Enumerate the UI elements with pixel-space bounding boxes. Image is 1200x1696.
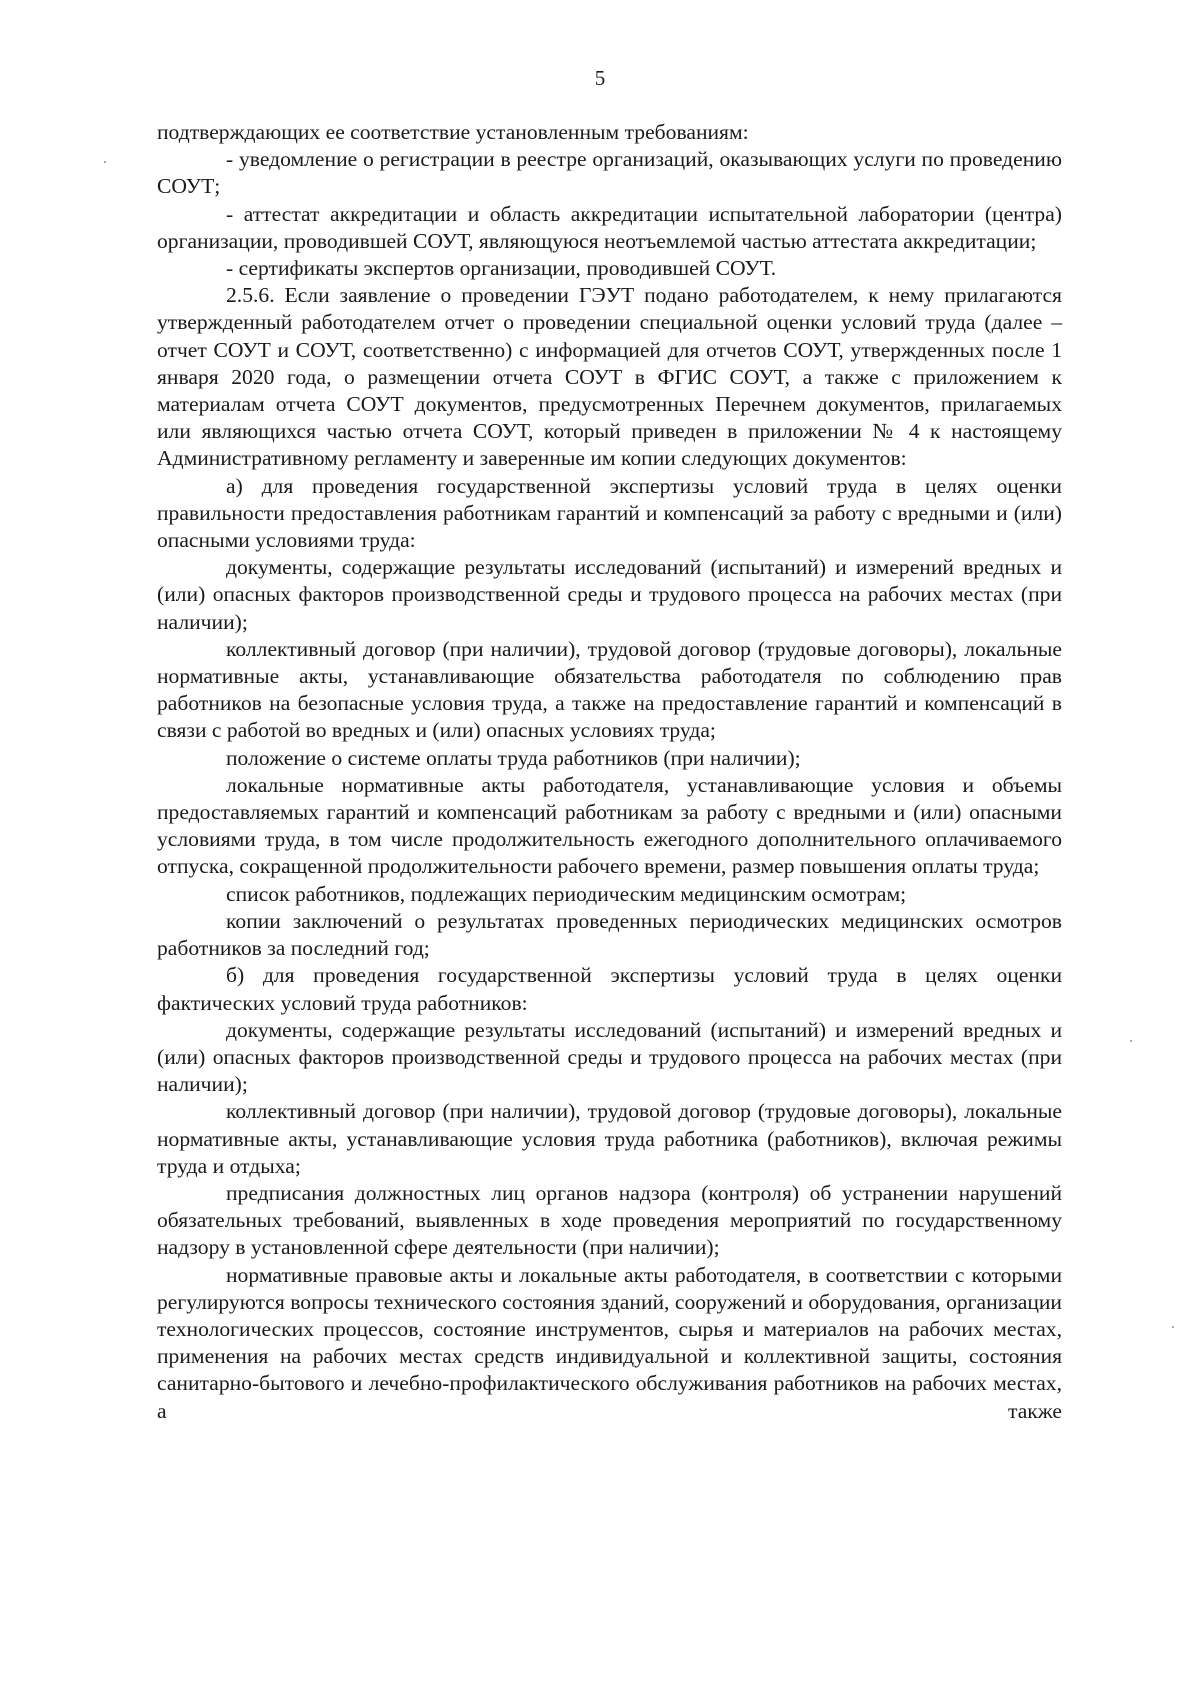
paragraph: предписания должностных лиц органов надзора (контроля) об устранении нарушений обязательных требований, выявленных в ходе проведения мероприятий по государственному надзору в установленной сфере деятельности (при наличии); (157, 1180, 1062, 1260)
paragraph: документы, содержащие результаты исследований (испытаний) и измерений вредных и (или) опасных факторов производственной среды и трудового процесса на рабочих местах (при наличии); (157, 555, 1062, 634)
scan-speck (1130, 1040, 1132, 1042)
paragraph: копии заключений о результатах проведенных периодических медицинских осмотров работников за последний год; (157, 908, 1062, 961)
paragraph: а) для проведения государственной экспертизы условий труда в целях оценки правильности предоставления работникам гарантий и компенсаций за работу с вредными и (или) опасными условиями труда: (157, 473, 1062, 553)
scan-speck (1172, 1326, 1174, 1328)
paragraph: положение о системе оплаты труда работников (при наличии); (226, 745, 801, 770)
paragraph: 2.5.6. Если заявление о проведении ГЭУТ подано работодателем, к нему прилагаются утвержденный работодателем отчет о проведении специальной оценки условий труда (далее – отчет СОУТ и СОУТ, соответственно) с информацией для отчетов СОУТ, утвержденных после 1 января 2020 года, о размещении отчета СОУТ в ФГИС СОУТ, а также с приложением к материалам отчета СОУТ документов, предусмотренных Перечнем документов, прилагаемых или являющихся частью отчета СОУТ, который приведен в приложении № 4 к настоящему Административному регламенту и заверенные им копии следующих документов: (157, 283, 1062, 471)
paragraph: подтверждающих ее соответствие установленным требованиям: (157, 120, 749, 144)
scan-speck (104, 161, 106, 163)
paragraph: список работников, подлежащих периодическим медицинским осмотрам; (226, 881, 907, 906)
paragraph: - сертификаты экспертов организации, проводившей СОУТ. (226, 256, 777, 281)
paragraph: коллективный договор (при наличии), трудовой договор (трудовые договоры), локальные нормативные акты, устанавливающие условия труда работника (работников), включая режимы труда и отдыха; (157, 1099, 1062, 1178)
paragraph: - аттестат аккредитации и область аккредитации испытательной лаборатории (центра) организации, проводившей СОУТ, являющуюся неотъемлемой частью аттестата аккредитации; (157, 201, 1062, 253)
paragraph: коллективный договор (при наличии), трудовой договор (трудовые договоры), локальные нормативные акты, устанавливающие обязательства работодателя по соблюдению прав работников на безопасные условия труда, а также на предоставление гарантий и компенсаций в связи с работой во вредных и (или) опасных условиях труда; (157, 636, 1062, 743)
paragraph: локальные нормативные акты работодателя, устанавливающие условия и объемы предоставляемых гарантий и компенсаций работникам за работу с вредными и (или) опасными условиями труда, в том числе продолжительность ежегодного дополнительного оплачиваемого отпуска, сокращенной продолжительности рабочего времени, размер повышения оплаты труда; (157, 772, 1062, 879)
page-number: 5 (594, 66, 606, 90)
paragraph-continued: нормативные правовые акты и локальные акты работодателя, в соответствии с которыми регулируются вопросы технического состояния зданий, сооружений и оборудования, организации технологических процессов, состояние инструментов, сырья и материалов на рабочих местах, применения на рабочих местах средств индивидуальной и коллективной защиты, состояния санитарно-бытового и лечебно-профилактического обслуживания работников на рабочих местах, а также (157, 1262, 1062, 1423)
document-body (157, 119, 1062, 1425)
paragraph: документы, содержащие результаты исследований (испытаний) и измерений вредных и (или) опасных факторов производственной среды и трудового процесса на рабочих местах (при наличии); (157, 1017, 1062, 1097)
paragraph: - уведомление о регистрации в реестре организаций, оказывающих услуги по проведению СОУТ; (157, 147, 1062, 199)
paragraph: б) для проведения государственной экспертизы условий труда в целях оценки фактических условий труда работников: (157, 963, 1062, 1015)
